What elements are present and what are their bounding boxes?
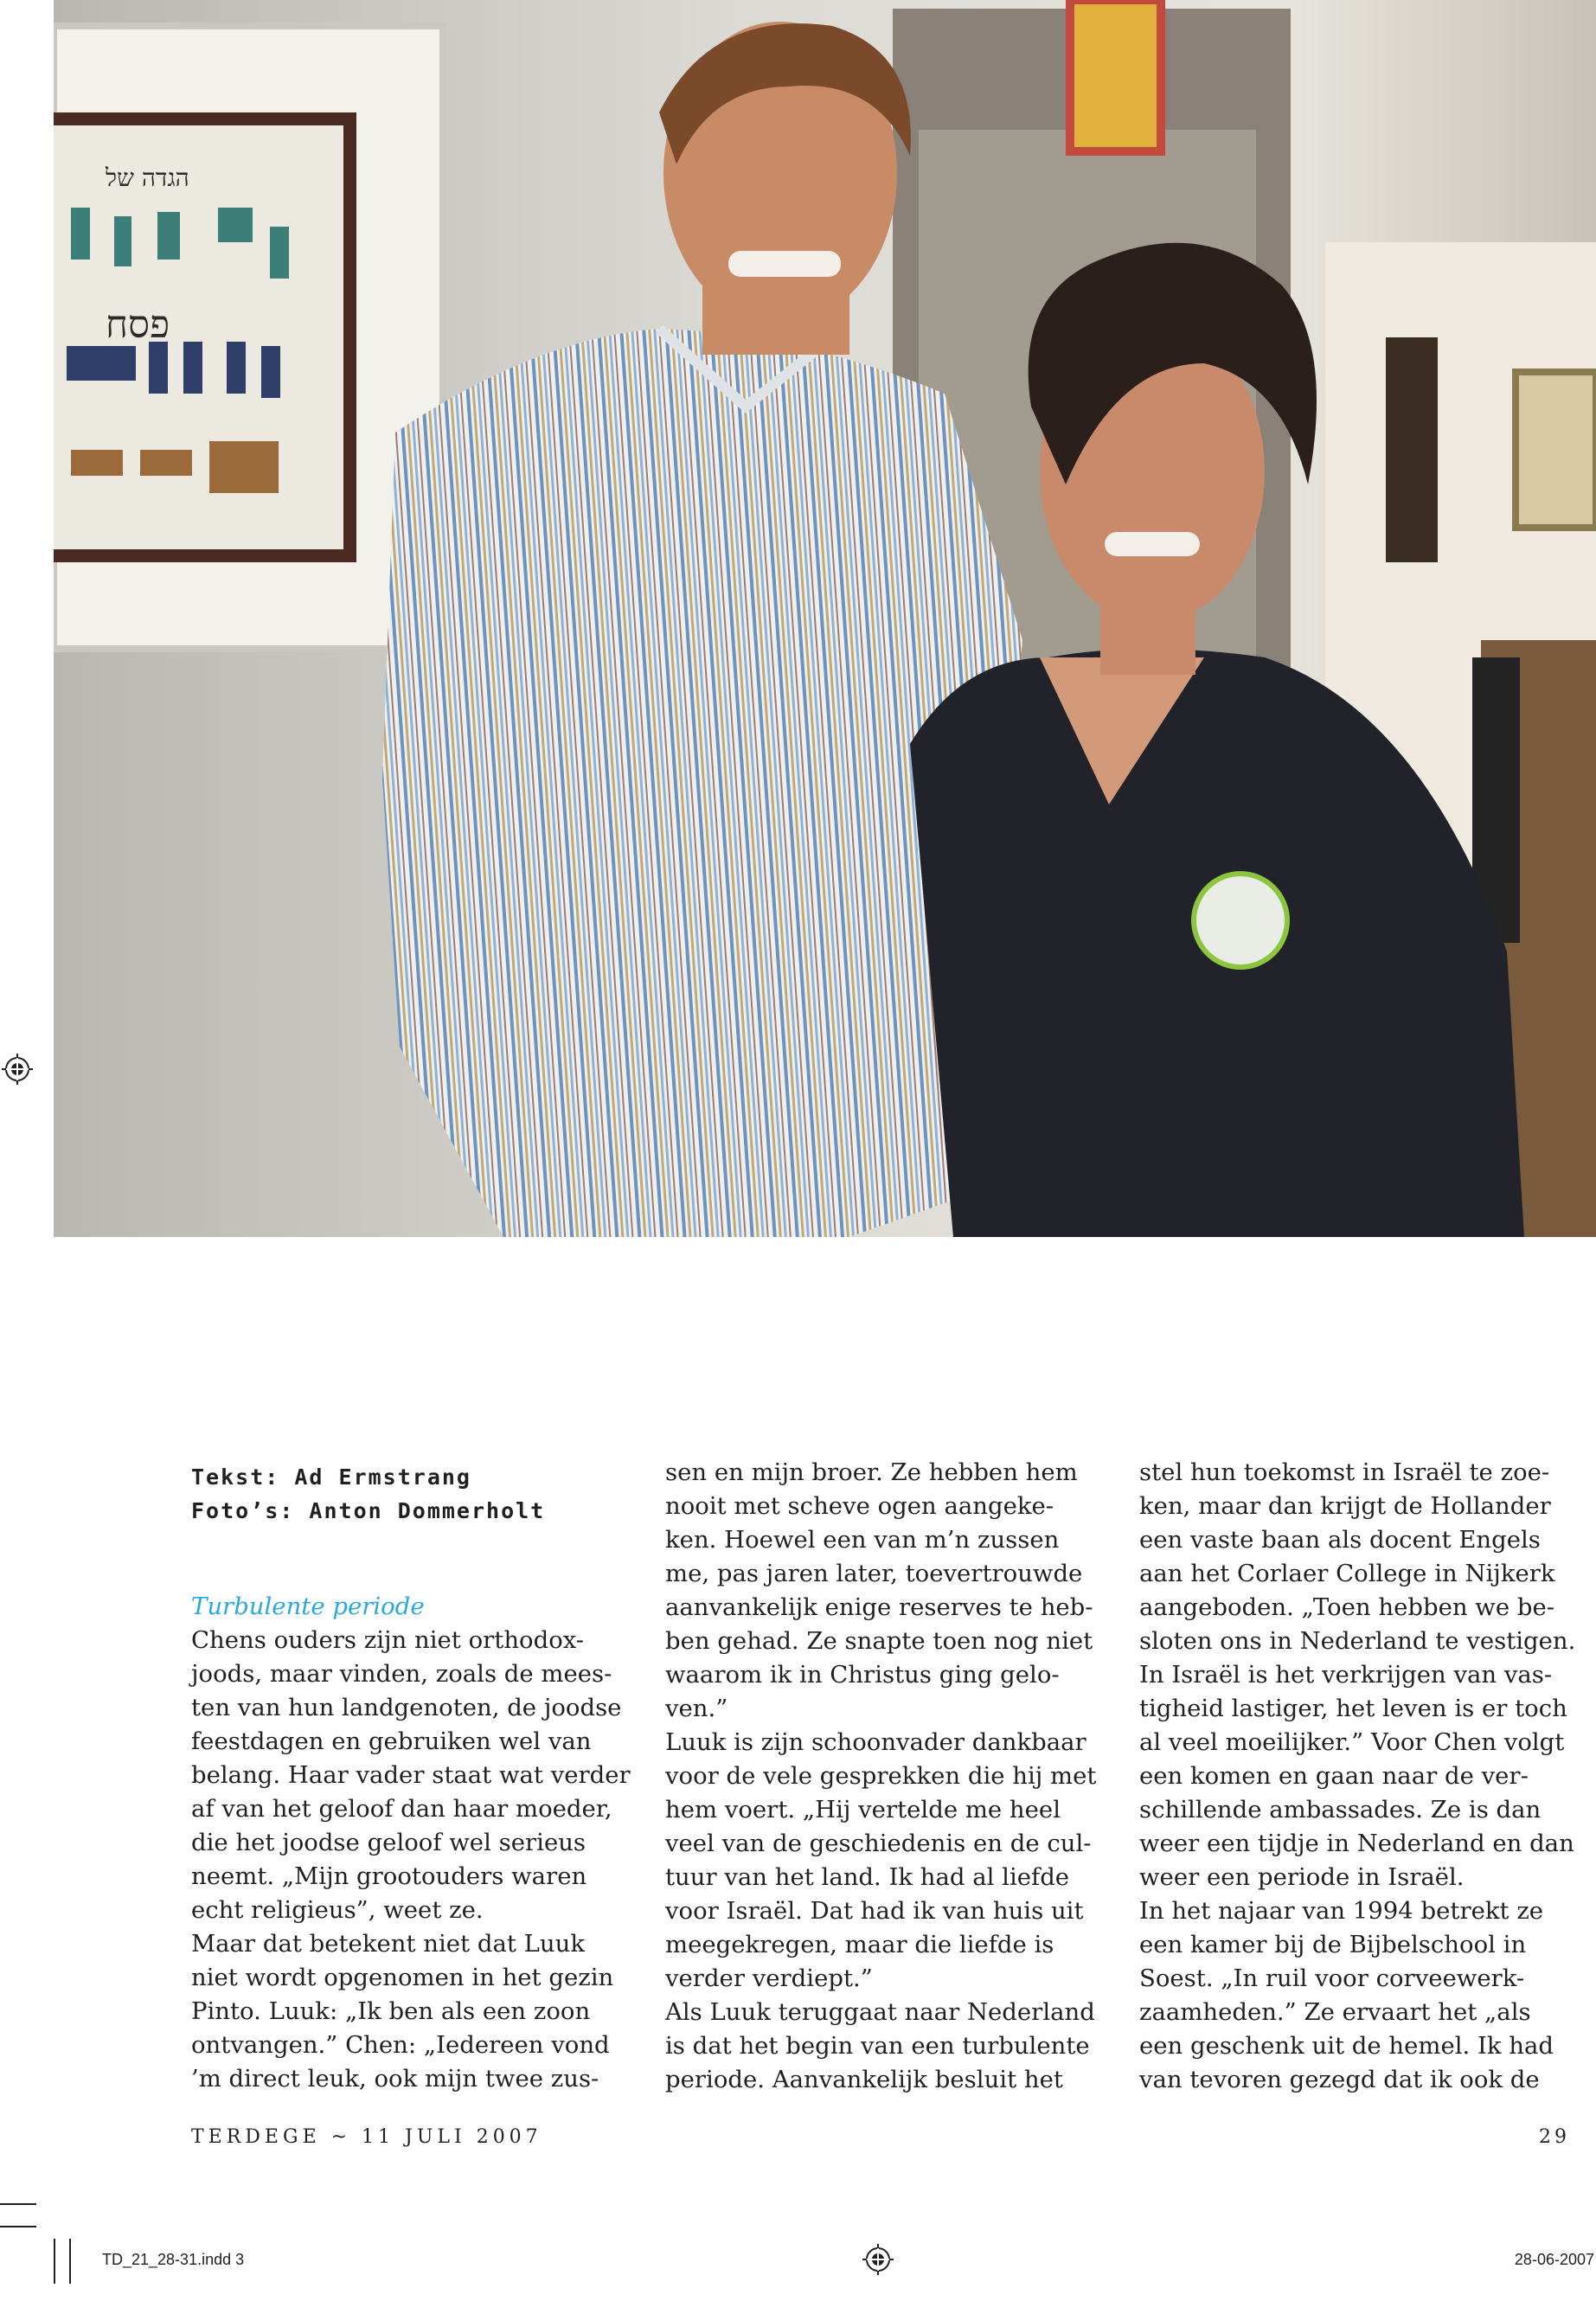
text-line: af van het geloof dan haar moeder, <box>191 1795 612 1823</box>
magazine-footer: TERDEGE ~ 11 JULI 2007 <box>191 2126 542 2148</box>
crop-mark <box>0 2203 36 2205</box>
text-line: aangeboden. „Toen hebben we be- <box>1139 1593 1555 1621</box>
text-line: Als Luuk teruggaat naar Nederland <box>665 1998 1095 2026</box>
text-line: weer een tijdje in Nederland en dan <box>1139 1830 1574 1857</box>
text-line: een kamer bij de Bijbelschool in <box>1139 1931 1527 1958</box>
text-line: die het joodse geloof wel serieus <box>191 1829 586 1856</box>
text-line: waarom ik in Christus ging gelo- <box>665 1661 1060 1689</box>
text-line: Chens ouders zijn niet orthodox- <box>191 1626 585 1654</box>
text-line: nooit met scheve ogen aangeke- <box>665 1492 1054 1520</box>
text-line: ten van hun landgenoten, de joodse <box>191 1694 622 1721</box>
photographer-credit: Foto’s: Anton Dommerholt <box>191 1498 546 1523</box>
text-line: belang. Haar vader staat wat verder <box>191 1761 631 1789</box>
text-line: Luuk is zijn schoonvader dankbaar <box>665 1728 1086 1756</box>
registration-mark-icon <box>2 1054 33 1085</box>
crop-mark <box>54 2239 55 2284</box>
print-slug-file: TD_21_28-31.indd 3 <box>102 2251 245 2268</box>
crop-mark <box>69 2239 71 2284</box>
text-line: sloten ons in Nederland te vestigen. <box>1139 1627 1576 1655</box>
text-line: een komen en gaan naar de ver- <box>1139 1762 1529 1790</box>
text-line: tigheid lastiger, het leven is er toch <box>1139 1695 1567 1722</box>
text-line: aanvankelijk enige reserves te heb- <box>665 1593 1093 1621</box>
text-line: hem voert. „Hij vertelde me heel <box>665 1796 1061 1823</box>
text-line: aan het Corlaer College in Nijkerk <box>1139 1560 1555 1587</box>
text-line: weer een periode in Israël. <box>1139 1863 1465 1891</box>
article-photo <box>54 0 1596 1237</box>
article-column-2 <box>665 1456 1115 2097</box>
text-line: verder verdiept.” <box>665 1965 873 1992</box>
article-credits <box>191 1460 545 1528</box>
page-number: 29 <box>1539 2126 1570 2148</box>
author-credit: Tekst: Ad Ermstrang <box>191 1465 471 1490</box>
text-line: zaamheden.” Ze ervaart het „als <box>1139 1998 1531 2026</box>
text-line: ven.” <box>665 1695 728 1722</box>
text-line: sen en mijn broer. Ze hebben hem <box>665 1458 1078 1486</box>
text-line: ken, maar dan krijgt de Hollander <box>1139 1492 1551 1520</box>
text-line: ontvangen.” Chen: „Iedereen vond <box>191 2031 610 2059</box>
text-line: Soest. „In ruil voor corveewerk- <box>1139 1965 1525 1992</box>
text-line: Maar dat betekent niet dat Luuk <box>191 1930 585 1958</box>
text-line: feestdagen en gebruiken wel van <box>191 1727 592 1755</box>
text-line: schillende ambassades. Ze is dan <box>1139 1796 1542 1823</box>
text-line: ’m direct leuk, ook mijn twee zus- <box>191 2065 599 2093</box>
article-column-1 <box>191 1590 641 2096</box>
text-line: periode. Aanvankelijk besluit het <box>665 2066 1063 2093</box>
text-line: van tevoren gezegd dat ik ook de <box>1139 2066 1540 2093</box>
text-line: echt religieus”, weet ze. <box>191 1896 484 1924</box>
text-line: me, pas jaren later, toevertrouwde <box>665 1560 1083 1587</box>
svg-text:הגדה של: הגדה של <box>106 163 189 192</box>
text-line: ben gehad. Ze snapte toen nog niet <box>665 1627 1093 1655</box>
text-line: neemt. „Mijn grootouders waren <box>191 1862 587 1890</box>
text-line: joods, maar vinden, zoals de mees- <box>191 1660 612 1688</box>
text-line: stel hun toekomst in Israël te zoe- <box>1139 1458 1550 1486</box>
text-line: niet wordt opgenomen in het gezin <box>191 1964 614 1991</box>
text-line: Pinto. Luuk: „Ik ben als een zoon <box>191 1997 591 2025</box>
crop-mark <box>0 2226 36 2227</box>
print-slug-date: 28-06-2007 <box>1514 2251 1594 2268</box>
text-line: een geschenk uit de hemel. Ik had <box>1139 2032 1554 2060</box>
text-line: meegekregen, maar die liefde is <box>665 1931 1054 1958</box>
photo-illustration <box>54 0 1596 1237</box>
article-column-3 <box>1139 1456 1589 2097</box>
text-line: veel van de geschiedenis en de cul- <box>665 1830 1092 1857</box>
text-line: voor Israël. Dat had ik van huis uit <box>665 1897 1084 1925</box>
text-line: ken. Hoewel een van m’n zussen <box>665 1526 1060 1554</box>
text-line: een vaste baan als docent Engels <box>1139 1526 1541 1554</box>
text-line: al veel moeilijker.” Voor Chen volgt <box>1139 1728 1565 1756</box>
text-line: voor de vele gesprekken die hij met <box>665 1762 1097 1790</box>
text-line: tuur van het land. Ik had al liefde <box>665 1863 1070 1891</box>
text-line: In het najaar van 1994 betrekt ze <box>1139 1897 1544 1925</box>
registration-mark-icon <box>862 2244 894 2275</box>
svg-text:פסח: פסח <box>106 303 170 347</box>
text-line: In Israël is het verkrijgen van vas- <box>1139 1661 1553 1689</box>
text-line: is dat het begin van een turbulente <box>665 2032 1090 2060</box>
section-subhead: Turbulente periode <box>191 1593 425 1620</box>
